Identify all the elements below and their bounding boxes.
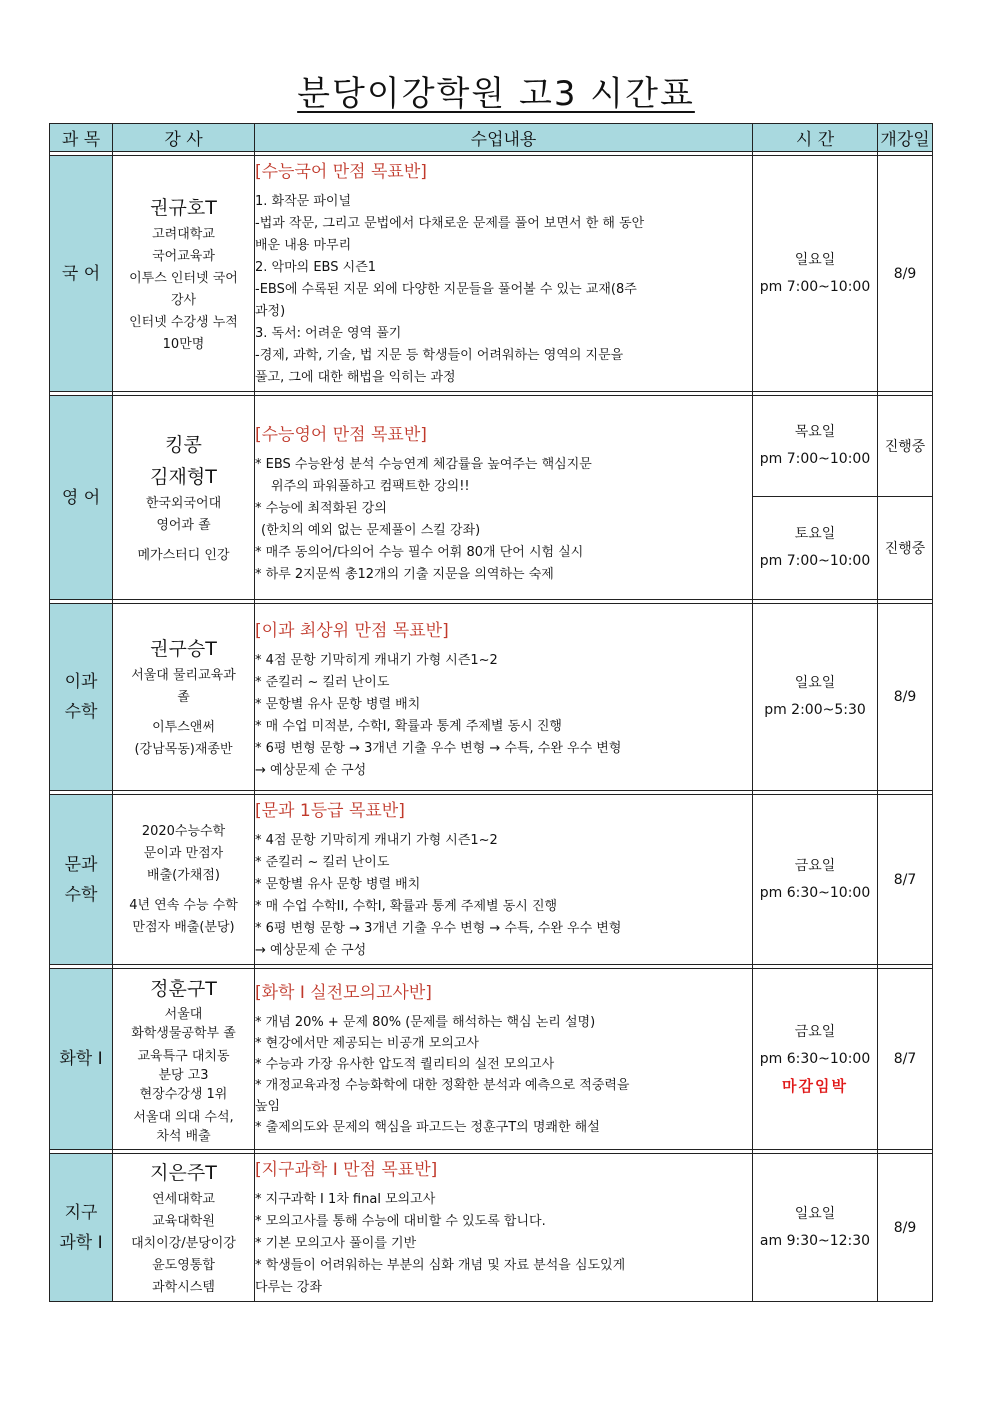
class-hours: pm 2:00~5:30 bbox=[764, 702, 866, 718]
instructor-name-2: 김재형T bbox=[150, 465, 217, 488]
instructor-line: 국어교육과 bbox=[152, 248, 215, 264]
class-heading: [지구과학 I 만점 목표반] bbox=[255, 1159, 438, 1180]
content-line: 위주의 파워풀하고 컴팩트한 강의!! bbox=[271, 478, 470, 494]
content-line: * 수능과 가장 유사한 압도적 퀄리티의 실전 모의고사 bbox=[255, 1057, 555, 1072]
content-line: → 예상문제 순 구성 bbox=[255, 763, 367, 778]
subject-label: 과학 I bbox=[59, 1232, 103, 1253]
instructor-name: 지은주T bbox=[150, 1161, 217, 1184]
instructor-line: 이투스앤써 bbox=[152, 720, 215, 735]
content-line: → 예상문제 순 구성 bbox=[255, 942, 367, 958]
instructor-line: 영어과 졸 bbox=[156, 517, 211, 533]
instructor-name: 정훈구T bbox=[150, 977, 217, 1000]
subject-cell bbox=[50, 795, 113, 965]
instructor-line: 현장수강생 1위 bbox=[139, 1086, 228, 1102]
content-line: 다루는 강좌 bbox=[255, 1279, 322, 1295]
open-date: 8/9 bbox=[878, 1154, 933, 1302]
class-hours: pm 6:30~10:00 bbox=[759, 884, 871, 901]
class-heading: [문과 1등급 목표반] bbox=[255, 800, 405, 821]
subject-cell bbox=[50, 969, 113, 1150]
subject-cell bbox=[50, 156, 113, 392]
instructor-cell bbox=[113, 969, 255, 1150]
subject-label: 지구 bbox=[64, 1202, 98, 1223]
subject-label: 화학 I bbox=[59, 1049, 103, 1069]
content-cell bbox=[255, 795, 753, 965]
class-day: 일요일 bbox=[794, 251, 836, 268]
content-line: * 개념 20% + 문제 80% (문제를 해석하는 핵심 논리 설명) bbox=[255, 1015, 596, 1030]
class-day: 일요일 bbox=[794, 1205, 836, 1222]
instructor-line: 만점자 배출(분당) bbox=[132, 919, 235, 935]
open-date: 8/7 bbox=[878, 795, 933, 965]
content-cell bbox=[255, 396, 753, 600]
content-line: * 하루 2지문씩 총12개의 기출 지문을 의역하는 숙제 bbox=[255, 566, 554, 582]
instructor-cell bbox=[113, 156, 255, 392]
content-line: -법과 작문, 그리고 문법에서 다채로운 문제를 풀어 보면서 한 해 동안 bbox=[255, 215, 645, 231]
instructor-line: (강남목동)재종반 bbox=[134, 742, 233, 757]
content-cell bbox=[255, 604, 753, 791]
content-line: 2. 악마의 EBS 시즌1 bbox=[255, 259, 377, 275]
time-cell bbox=[753, 497, 878, 600]
content-line: (한치의 예외 없는 문제풀이 스킬 강좌) bbox=[261, 522, 481, 538]
instructor-line: 교육대학원 bbox=[152, 1213, 215, 1229]
instructor-line: 강사 bbox=[170, 292, 197, 308]
content-line: * 4점 문항 기막히게 캐내기 가형 시즌1~2 bbox=[255, 653, 498, 668]
time-cell bbox=[753, 969, 878, 1150]
header-row bbox=[50, 124, 933, 152]
content-line: * 수능에 최적화된 강의 bbox=[255, 500, 387, 516]
content-line: * 지구과학 I 1차 final 모의고사 bbox=[255, 1191, 436, 1207]
subject-cell bbox=[50, 1154, 113, 1302]
content-line: * 준킬러 ~ 킬러 난이도 bbox=[255, 854, 390, 870]
instructor-line: 화학생물공학부 졸 bbox=[131, 1025, 236, 1041]
instructor-line: 졸 bbox=[177, 690, 190, 705]
schedule-table bbox=[49, 123, 933, 1302]
content-line: 3. 독서: 어려운 영역 풀기 bbox=[255, 325, 402, 341]
open-date: 8/9 bbox=[878, 604, 933, 791]
instructor-line: 고려대학교 bbox=[152, 226, 215, 242]
instructor-cell bbox=[113, 604, 255, 791]
content-line: 과정) bbox=[255, 303, 286, 319]
header-time: 시 간 bbox=[753, 124, 878, 152]
class-day: 토요일 bbox=[794, 526, 836, 542]
open-date: 8/9 bbox=[878, 156, 933, 392]
class-day: 금요일 bbox=[794, 1023, 836, 1040]
content-line: * 문항별 유사 문항 병렬 배치 bbox=[255, 697, 421, 712]
instructor-line: 서울대 bbox=[164, 1006, 203, 1022]
subject-label: 문과 bbox=[64, 854, 98, 875]
instructor-line: 서울대 의대 수석, bbox=[133, 1109, 234, 1125]
content-line: * 준킬러 ~ 킬러 난이도 bbox=[255, 675, 390, 690]
content-cell bbox=[255, 969, 753, 1150]
content-line: * 매주 동의어/다의어 수능 필수 어휘 80개 단어 시험 실시 bbox=[255, 544, 584, 560]
subject-cell bbox=[50, 604, 113, 791]
content-line: * 4점 문항 기막히게 캐내기 가형 시즌1~2 bbox=[255, 832, 498, 848]
instructor-name: 권규호T bbox=[150, 196, 217, 219]
class-hours: pm 7:00~10:00 bbox=[759, 451, 871, 467]
open-date: 진행중 bbox=[878, 396, 933, 497]
header-content: 수업내용 bbox=[255, 124, 753, 152]
page-title: 분당이강학원 고3 시간표 bbox=[297, 74, 695, 114]
time-cell bbox=[753, 396, 878, 497]
class-hours: pm 7:00~10:00 bbox=[759, 278, 871, 295]
subject-label: 수학 bbox=[64, 702, 98, 722]
instructor-line: 한국외국어대 bbox=[145, 495, 222, 511]
instructor-line: 10만명 bbox=[162, 336, 205, 352]
instructor-line: 4년 연속 수능 수학 bbox=[129, 897, 238, 913]
content-line: * 매 수업 미적분, 수학I, 확률과 통계 주제별 동시 진행 bbox=[255, 719, 562, 734]
content-line: * 현강에서만 제공되는 비공개 모의고사 bbox=[255, 1036, 479, 1051]
subject-label: 수학 bbox=[64, 884, 98, 905]
content-line: * 기본 모의고사 풀이를 기반 bbox=[255, 1235, 417, 1251]
row-english bbox=[50, 396, 933, 497]
instructor-line: 2020수능수학 bbox=[141, 823, 226, 839]
time-cell bbox=[753, 156, 878, 392]
row-liberal-math bbox=[50, 795, 933, 965]
content-line: * 개정교육과정 수능화학에 대한 정확한 분석과 예측으로 적중력을 bbox=[255, 1078, 630, 1093]
time-cell bbox=[753, 795, 878, 965]
row-earth-science bbox=[50, 1154, 933, 1302]
class-heading: [수능국어 만점 목표반] bbox=[255, 161, 427, 182]
subject-label: 이과 bbox=[64, 672, 98, 692]
content-line: * 매 수업 수학II, 수학I, 확률과 통계 주제별 동시 진행 bbox=[255, 898, 558, 914]
instructor-cell bbox=[113, 396, 255, 600]
class-heading: [화학 I 실전모의고사반] bbox=[255, 983, 432, 1003]
header-instructor: 강 사 bbox=[113, 124, 255, 152]
subject-label: 영 어 bbox=[61, 487, 101, 508]
class-day: 일요일 bbox=[794, 675, 836, 691]
header-subject: 과 목 bbox=[50, 124, 113, 152]
class-hours: am 9:30~12:30 bbox=[759, 1232, 871, 1249]
content-line: 1. 화작문 파이널 bbox=[255, 193, 352, 209]
class-hours: pm 6:30~10:00 bbox=[759, 1050, 871, 1067]
instructor-name: 권구승T bbox=[150, 638, 217, 660]
content-cell bbox=[255, 156, 753, 392]
instructor-line: 차석 배출 bbox=[156, 1128, 211, 1144]
content-line: * 6평 변형 문항 → 3개년 기출 우수 변형 → 수특, 수완 우수 변형 bbox=[255, 920, 622, 936]
class-hours: pm 7:00~10:00 bbox=[759, 553, 871, 569]
header-open-date: 개강일 bbox=[878, 124, 933, 152]
content-line: 높임 bbox=[255, 1099, 281, 1114]
content-line: * 모의고사를 통해 수능에 대비할 수 있도록 합니다. bbox=[255, 1213, 546, 1229]
class-heading: [수능영어 만점 목표반] bbox=[255, 424, 427, 445]
class-day: 금요일 bbox=[794, 857, 836, 874]
instructor-line: 서울대 물리교육과 bbox=[131, 668, 236, 683]
instructor-line: 교육특구 대치동 bbox=[137, 1048, 230, 1064]
instructor-line: 연세대학교 bbox=[152, 1191, 215, 1207]
subject-label: 국 어 bbox=[61, 263, 101, 284]
instructor-name: 킹콩 bbox=[165, 433, 202, 456]
row-korean bbox=[50, 156, 933, 392]
content-line: 배운 내용 마무리 bbox=[255, 237, 352, 253]
instructor-line: 과학시스템 bbox=[152, 1279, 215, 1295]
content-line: * 학생들이 어려워하는 부분의 심화 개념 및 자료 분석을 심도있게 bbox=[255, 1257, 626, 1273]
instructor-line: 인터넷 수강생 누적 bbox=[129, 314, 238, 330]
time-cell bbox=[753, 1154, 878, 1302]
content-line: -경제, 과학, 기술, 법 지문 등 학생들이 어려워하는 영역의 지문을 bbox=[255, 347, 624, 363]
content-line: * EBS 수능완성 분석 수능연계 체감률을 높여주는 핵심지문 bbox=[255, 456, 592, 472]
open-date: 진행중 bbox=[878, 497, 933, 600]
content-line: * 문항별 유사 문항 병렬 배치 bbox=[255, 876, 421, 892]
instructor-cell bbox=[113, 795, 255, 965]
open-date: 8/7 bbox=[878, 969, 933, 1150]
subject-cell bbox=[50, 396, 113, 600]
content-line: * 6평 변형 문항 → 3개년 기출 우수 변형 → 수특, 수완 우수 변형 bbox=[255, 741, 622, 756]
instructor-line: 대치이강/분당이강 bbox=[131, 1235, 236, 1251]
content-line: * 출제의도와 문제의 핵심을 파고드는 정훈구T의 명쾌한 해설 bbox=[255, 1120, 600, 1135]
deadline-badge: 마감임박 bbox=[782, 1076, 848, 1095]
row-chemistry bbox=[50, 969, 933, 1150]
content-cell bbox=[255, 1154, 753, 1302]
instructor-line: 윤도영통합 bbox=[152, 1257, 215, 1273]
time-cell bbox=[753, 604, 878, 791]
instructor-line: 배출(가채점) bbox=[147, 867, 220, 883]
content-line: -EBS에 수록된 지문 외에 다양한 지문들을 풀어볼 수 있는 교재(8주 bbox=[255, 281, 637, 297]
row-science-math bbox=[50, 604, 933, 791]
instructor-line: 메가스터디 인강 bbox=[137, 547, 230, 563]
instructor-line: 이투스 인터넷 국어 bbox=[129, 270, 238, 286]
class-day: 목요일 bbox=[794, 424, 836, 440]
instructor-cell bbox=[113, 1154, 255, 1302]
class-heading: [이과 최상위 만점 목표반] bbox=[255, 621, 449, 641]
instructor-line: 문이과 만점자 bbox=[143, 845, 224, 861]
instructor-line: 분당 고3 bbox=[158, 1067, 209, 1083]
content-line: 풀고, 그에 대한 해법을 익히는 과정 bbox=[255, 369, 456, 385]
